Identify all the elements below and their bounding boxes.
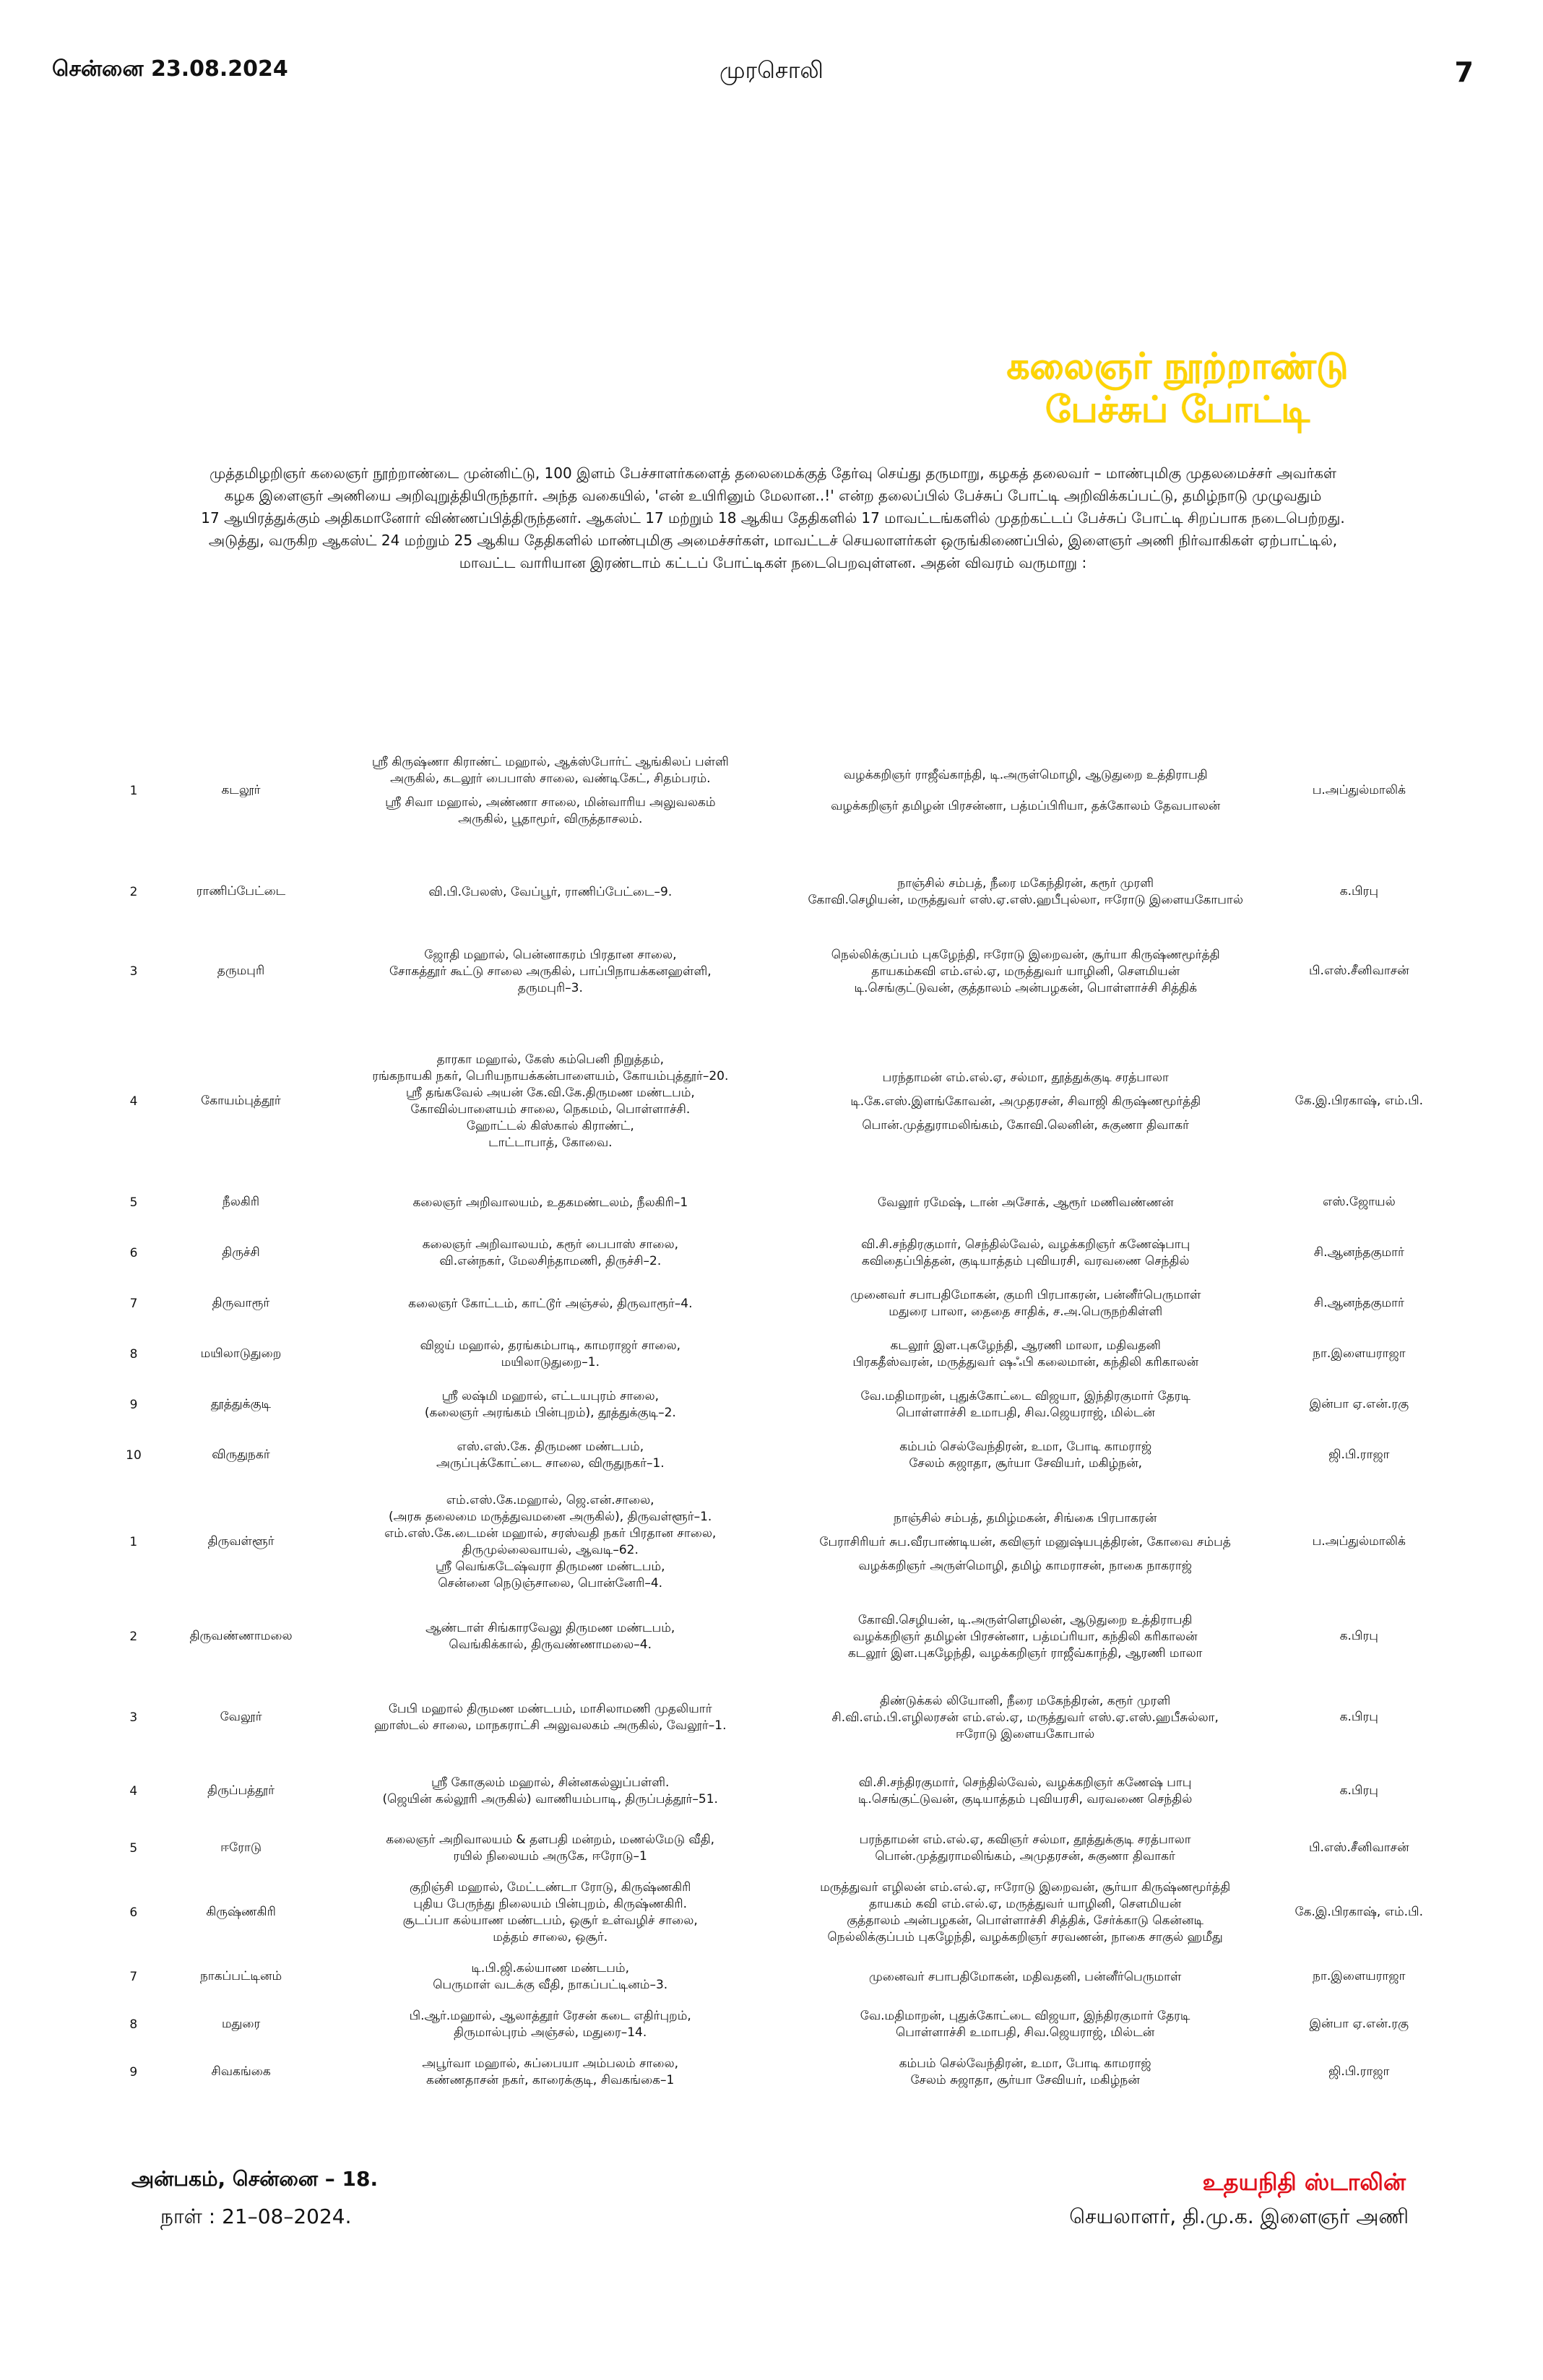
speaker-line: வழக்கறிஞர் தமிழன் பிரசன்னா, பத்மப்பிரியா, தக்கோலம் தேவபாலன் bbox=[831, 799, 1221, 813]
table-row bbox=[108, 917, 1445, 1026]
speaker-line: தாயகம்கவி எம்.எல்.ஏ, மருத்துவர் யாழினி, சௌமியன் bbox=[871, 964, 1180, 979]
district-name: வேலூர் bbox=[220, 1710, 262, 1724]
row-number: 10 bbox=[126, 1448, 142, 1463]
venue-cell bbox=[323, 1026, 778, 1177]
speaker-line: முனைவர் சபாபதிமோகன், மதிவதனி, பன்னீர்பெருமாள் bbox=[868, 1969, 1182, 1984]
table-row bbox=[108, 1758, 1445, 1825]
speaker-line: மருத்துவர் எழிலன் எம்.எல்.ஏ, ஈரோடு இறைவன், சூர்யா கிருஷ்ணமூர்த்தி bbox=[820, 1880, 1231, 1895]
venue-line: அருகில், கடலூர் பைபாஸ் சாலை, வண்டிகேட், சிதம்பரம். bbox=[390, 771, 711, 786]
speaker-line: சேலம் சுஜாதா, சூர்யா சேவியர், மகிழ்நன் bbox=[910, 2073, 1140, 2087]
speaker-line: குத்தாலம் அன்பழகன், பொள்ளாச்சி சித்திக், சேர்க்காடு கென்னடி bbox=[847, 1913, 1203, 1928]
district-name: திருவாரூர் bbox=[212, 1296, 270, 1310]
speaker-line: பரந்தாமன் எம்.எல்.ஏ, சல்மா, தூத்துக்குடி சரத்பாலா bbox=[882, 1070, 1169, 1085]
speakers-cell bbox=[778, 867, 1274, 917]
speakers-cell bbox=[777, 1596, 1274, 1677]
speaker-line: பொன்.முத்துராமலிங்கம், அமுதரசன், சுகுணா திவாகர் bbox=[875, 1849, 1175, 1864]
venue-line: (அரசு தலைமை மருத்துவமனை அருகில்), திருவள்ளூர்–1. bbox=[389, 1510, 712, 1524]
venue-line: விஜய் மஹால், தரங்கம்பாடி, காமராஜர் சாலை, bbox=[420, 1338, 681, 1353]
venue-line: பி.ஆர்.மஹால், ஆலாத்தூர் ரேசன் கடை எதிர்புறம், bbox=[409, 2009, 691, 2023]
venue-line: திருமுல்லைவாயல், ஆவடி–62. bbox=[462, 1543, 639, 1557]
speaker-line: பரந்தாமன் எம்.எல்.ஏ, கவிஞர் சல்மா, தூத்துக்குடி சரத்பாலா bbox=[859, 1832, 1191, 1847]
venue-cell bbox=[324, 1953, 777, 2001]
district-name: விருதுநகர் bbox=[212, 1448, 270, 1462]
speaker-line: வே.மதிமாறன், புதுக்கோட்டை விஜயா, இந்திரகுமார் தேரடி bbox=[860, 2009, 1190, 2023]
venue-line: எஸ்.எஸ்.கே. திருமண மண்டபம், bbox=[457, 1440, 644, 1454]
speaker-line: கம்பம் செல்வேந்திரன், உமா, போடி காமராஜ் bbox=[899, 1440, 1152, 1454]
district-name: தூத்துக்குடி bbox=[210, 1397, 272, 1411]
table-row bbox=[108, 1953, 1445, 2001]
speaker-line: நெல்லிக்குப்பம் புகழேந்தி, ஈரோடு இறைவன், சூர்யா கிருஷ்ணமூர்த்தி bbox=[831, 947, 1220, 962]
venue-line: பெருமாள் வடக்கு வீதி, நாகப்பட்டினம்–3. bbox=[433, 1978, 668, 1992]
district-name: கடலூர் bbox=[221, 783, 261, 797]
venue-line: டாட்டாபாத், கோவை. bbox=[488, 1135, 613, 1150]
district-name: திருவள்ளூர் bbox=[207, 1534, 275, 1549]
row-number: 7 bbox=[129, 1970, 138, 1984]
speaker-line: வழக்கறிஞர் அருள்மொழி, தமிழ் காமராசன், நாகை நாகராஜ் bbox=[858, 1558, 1192, 1573]
venue-cell bbox=[323, 715, 778, 867]
intro-line: அடுத்து, வருகிற ஆகஸ்ட் 24 மற்றும் 25 ஆகிய தேதிகளில் மாண்புமிகு அமைச்சர்கள், மாவட்டச் செயலாளர்கள் ஒருங்கிணைப்பில், இளைஞர் அணி நிர்வாகிகள் ஏற்பாட்டில், bbox=[208, 532, 1338, 549]
speaker-line bbox=[782, 791, 1269, 798]
district-name: திருவண்ணாமலை bbox=[189, 1629, 293, 1643]
venue-cell bbox=[323, 1278, 778, 1329]
venue-line: எம்.எஸ்.கே.டைமன் மஹால், சரஸ்வதி நகர் பிரதான சாலை, bbox=[384, 1526, 717, 1541]
coordinator-name: கே.இ.பிரகாஷ், எம்.பி. bbox=[1295, 1905, 1423, 1919]
headline-line-1: கலைஞர் நூற்றாண்டு bbox=[1006, 345, 1349, 387]
coordinator-name: சி.ஆனந்தகுமார் bbox=[1313, 1296, 1404, 1310]
speakers-cell bbox=[778, 1278, 1274, 1329]
coordinator-name: எஸ்.ஜோயல் bbox=[1322, 1195, 1396, 1209]
venue-line: (கலைஞர் அரங்கம் பின்புறம்), தூத்துக்குடி–2. bbox=[424, 1406, 676, 1420]
venue-cell bbox=[323, 867, 778, 917]
footer-place: அன்பகம், சென்னை – 18. bbox=[131, 2167, 379, 2191]
intro-line: கழக இளைஞர் அணியை அறிவுறுத்தியிருந்தார். அந்த வகையில், 'என் உயிரினும் மேலான..!' என்ற தலைப்பில் பேச்சுப் போட்டி அறிவிக்கப்பட்டு, தமிழ்நாடு முழுவதும் bbox=[224, 487, 1322, 504]
venue-line: சூடப்பா கல்யாண மண்டபம், ஒசூர் உள்வழிச் சாலை, bbox=[402, 1913, 698, 1928]
speaker-line: பேராசிரியர் சுப.வீரபாண்டியன், கவிஞர் மனுஷ்யபுத்திரன், கோவை சம்பத் bbox=[819, 1534, 1231, 1549]
row-number: 6 bbox=[129, 1246, 138, 1260]
table-row bbox=[108, 1380, 1445, 1430]
speaker-line: நாஞ்சில் சம்பத், நீரை மகேந்திரன், கரூர் முரளி bbox=[897, 876, 1154, 891]
speaker-line: கவிதைப்பித்தன், குடியாத்தம் புவியரசி, வரவணை செந்தில் bbox=[861, 1254, 1190, 1268]
venue-line: குறிஞ்சி மஹால், மேட்டண்டா ரோடு, கிருஷ்ணகிரி bbox=[409, 1880, 691, 1895]
row-number: 9 bbox=[129, 2065, 138, 2080]
district-name: திருச்சி bbox=[222, 1245, 260, 1260]
speaker-line: நெல்லிக்குப்பம் புகழேந்தி, வழக்கறிஞர் சரவணன், நாகை சாகுல் ஹமீது bbox=[827, 1930, 1223, 1944]
table-row bbox=[108, 1026, 1445, 1177]
venue-line: அபூர்வா மஹால், சுப்பையா அம்பலம் சாலை, bbox=[422, 2056, 679, 2071]
venue-line: ஆண்டாள் சிங்காரவேலு திருமண மண்டபம், bbox=[425, 1621, 675, 1635]
headline-line-2: பேச்சுப் போட்டி bbox=[1045, 389, 1310, 430]
district-name: நாகப்பட்டினம் bbox=[200, 1969, 282, 1983]
row-number: 4 bbox=[129, 1094, 138, 1109]
speaker-line: கம்பம் செல்வேந்திரன், உமா, போடி காமராஜ் bbox=[899, 2056, 1151, 2071]
speaker-line bbox=[782, 1551, 1269, 1558]
venue-line: ரங்கநாயகி நகர், பெரியநாயக்கன்பாளையம், கோயம்புத்தூர்–20. bbox=[372, 1069, 729, 1083]
speakers-cell bbox=[777, 1825, 1274, 1872]
row-number: 7 bbox=[129, 1297, 138, 1311]
speaker-line: சேலம் சுஜாதா, சூர்யா சேவியர், மகிழ்நன், bbox=[909, 1456, 1143, 1471]
speaker-line: தாயகம் கவி எம்.எல்.ஏ, மருத்துவர் யாழினி, சௌமியன் bbox=[869, 1897, 1182, 1911]
speaker-line: பொள்ளாச்சி உமாபதி, சிவ.ஜெயராஜ், மில்டன் bbox=[895, 2025, 1155, 2040]
venue-line: கண்ணதாசன் நகர், காரைக்குடி, சிவகங்கை–1 bbox=[426, 2073, 675, 2087]
speaker-line: சி.வி.எம்.பி.எழிலரசன் எம்.எல்.ஏ, மருத்துவர் எஸ்.ஏ.எஸ்.ஹபீசுல்லா, bbox=[831, 1710, 1219, 1725]
venue-line: வெங்கிக்கால், திருவண்ணாமலை–4. bbox=[449, 1637, 652, 1652]
row-number: 2 bbox=[129, 1630, 138, 1644]
speaker-line: பொள்ளாச்சி உமாபதி, சிவ.ஜெயராஜ், மில்டன் bbox=[896, 1406, 1155, 1420]
speakers-cell bbox=[777, 1488, 1274, 1596]
page-number: 7 bbox=[1454, 56, 1474, 88]
district-name: கிருஷ்ணகிரி bbox=[206, 1905, 276, 1919]
venue-cell bbox=[324, 1872, 777, 1953]
speaker-line: திண்டுக்கல் லியோனி, நீரை மகேந்திரன், கரூர் முரளி bbox=[880, 1693, 1171, 1708]
speaker-line: முனைவர் சபாபதிமோகன், குமரி பிரபாகரன், பன்னீர்பெருமாள் bbox=[850, 1288, 1201, 1302]
coordinator-name: ப.அப்துல்மாலிக் bbox=[1312, 783, 1406, 797]
speaker-line: டி.செங்குட்டுவன், குத்தாலம் அன்பழகன், பொள்ளாச்சி சித்திக் bbox=[854, 980, 1197, 995]
district-name: ராணிப்பேட்டை bbox=[196, 884, 286, 899]
coordinator-name: ஜி.பி.ராஜா bbox=[1328, 2064, 1390, 2079]
row-number: 9 bbox=[129, 1398, 138, 1412]
table-row bbox=[108, 1329, 1445, 1380]
intro-line: 17 ஆயிரத்துக்கும் அதிகமானோர் விண்ணப்பித்திருந்தனர். ஆகஸ்ட் 17 மற்றும் 18 ஆகிய தேதிகளில் 17 மாவட்டங்களில் முதற்கட்டப் பேச்சுப் போட்டி சிறப்பாக நடைபெற்றது. bbox=[201, 509, 1345, 527]
row-number: 1 bbox=[129, 1535, 138, 1549]
venue-line: கோவில்பாளையம் சாலை, நெகமம், பொள்ளாச்சி. bbox=[410, 1102, 691, 1117]
table-row bbox=[108, 1825, 1445, 1872]
speakers-cell bbox=[777, 1953, 1274, 2001]
venue-line: ஸ்ரீ லஷ்மி மஹால், எட்டயபுரம் சாலை, bbox=[441, 1389, 660, 1403]
speakers-cell bbox=[778, 1228, 1274, 1278]
venue-line: அருப்புக்கோட்டை சாலை, விருதுநகர்–1. bbox=[436, 1456, 665, 1471]
coordinator-name: க.பிரபு bbox=[1339, 1783, 1378, 1798]
table-row bbox=[108, 1596, 1445, 1677]
venue-line: கலைஞர் அறிவாலயம் & தளபதி மன்றம், மணல்மேடு வீதி, bbox=[386, 1832, 715, 1847]
table-row bbox=[108, 2048, 1445, 2096]
venue-line: வி.பி.பேலஸ், வேப்பூர், ராணிப்பேட்டை–9. bbox=[428, 884, 673, 899]
table-row bbox=[108, 1228, 1445, 1278]
table-row bbox=[108, 1430, 1445, 1481]
table-row bbox=[108, 1488, 1445, 1596]
signatory-name: உதயநிதி ஸ்டாலின் bbox=[1202, 2168, 1406, 2196]
venue-line: டி.பி.ஜி.கல்யாண மண்டபம், bbox=[471, 1961, 629, 1976]
venue-line: தருமபுரி–3. bbox=[517, 980, 583, 995]
speaker-line: ஈரோடு இளையகோபால் bbox=[955, 1726, 1095, 1741]
table-row bbox=[108, 715, 1445, 867]
row-number: 5 bbox=[129, 1195, 138, 1210]
speaker-line: கோவி.செழியன், டி.அருள்ளெழிலன், ஆடுதுறை உத்திராபதி bbox=[857, 1612, 1193, 1627]
row-number: 3 bbox=[129, 964, 138, 979]
speaker-line: மதுரை பாலா, தைதை சாதிக், ச.அ.பெருநற்கிள்ளி bbox=[889, 1304, 1163, 1319]
table-row bbox=[108, 867, 1445, 917]
venue-cell bbox=[324, 1825, 777, 1872]
venue-cell bbox=[323, 1329, 778, 1380]
schedule-table-2 bbox=[108, 1488, 1445, 2096]
venue-line: மயிலாடுதுறை–1. bbox=[501, 1355, 600, 1369]
speaker-line: பிரகதீஸ்வரன், மருத்துவர் ஷஃபி கலைமான், கந்திலி கரிகாலன் bbox=[852, 1355, 1199, 1369]
venue-cell bbox=[324, 1758, 777, 1825]
signatory-role: செயலாளர், தி.மு.க. இளைஞர் அணி bbox=[1069, 2204, 1409, 2228]
venue-line: ஸ்ரீ கோகுலம் மஹால், சின்னகல்லுப்பள்ளி. bbox=[431, 1775, 670, 1790]
district-name: கோயம்புத்தூர் bbox=[201, 1094, 281, 1108]
venue-line: சோகத்தூர் கூட்டு சாலை அருகில், பாப்பிநாயக்கனஹள்ளி, bbox=[389, 964, 712, 979]
speakers-cell bbox=[778, 917, 1274, 1026]
header-date: சென்னை 23.08.2024 bbox=[52, 56, 288, 82]
district-name: திருப்பத்தூர் bbox=[207, 1783, 275, 1798]
speakers-cell bbox=[778, 1177, 1274, 1228]
coordinator-name: இன்பா ஏ.என்.ரகு bbox=[1309, 2017, 1409, 2031]
venue-line: (ஜெயின் கல்லூரி அருகில்) வாணியம்பாடி, திருப்பத்தூர்–51. bbox=[382, 1792, 718, 1806]
table-row bbox=[108, 1872, 1445, 1953]
coordinator-name: பி.எஸ்.சீனிவாசன் bbox=[1309, 964, 1409, 978]
venue-line: ஸ்ரீ தங்கவேல் அயன் கே.வி.கே.திருமண மண்டபம், bbox=[405, 1086, 695, 1100]
district-name: சிவகங்கை bbox=[211, 2064, 271, 2079]
speaker-line: வழக்கறிஞர் தமிழன் பிரசன்னா, பத்மப்ரியா, கந்திலி கரிகாலன் bbox=[852, 1629, 1198, 1644]
coordinator-name: இன்பா ஏ.என்.ரகு bbox=[1309, 1397, 1409, 1411]
speakers-cell bbox=[778, 1329, 1274, 1380]
venue-line: புதிய பேருந்து நிலையம் பின்புறம், கிருஷ்ணகிரி. bbox=[413, 1897, 688, 1911]
table-row bbox=[108, 1677, 1445, 1758]
venue-line: வி.என்நகர், மேலசிந்தாமணி, திருச்சி–2. bbox=[439, 1254, 662, 1268]
district-name: நீலகிரி bbox=[222, 1195, 260, 1209]
venue-cell bbox=[323, 917, 778, 1026]
venue-cell bbox=[324, 1596, 777, 1677]
row-number: 5 bbox=[129, 1841, 138, 1856]
coordinator-name: க.பிரபு bbox=[1339, 1710, 1378, 1724]
venue-line: ஹாஸ்டல் சாலை, மாநகராட்சி அலுவலகம் அருகில், வேலூர்–1. bbox=[373, 1718, 727, 1733]
coordinator-name: சி.ஆனந்தகுமார் bbox=[1313, 1245, 1404, 1260]
table-row bbox=[108, 1177, 1445, 1228]
row-number: 2 bbox=[129, 885, 138, 899]
speakers-cell bbox=[778, 1430, 1274, 1481]
district-name: மயிலாடுதுறை bbox=[200, 1346, 282, 1361]
venue-cell bbox=[323, 1177, 778, 1228]
speakers-cell bbox=[777, 1677, 1274, 1758]
row-number: 8 bbox=[129, 1347, 138, 1362]
venue-line: ரயில் நிலையம் அருகே, ஈரோடு–1 bbox=[453, 1849, 647, 1864]
venue-cell bbox=[323, 1380, 778, 1430]
venue-line: மத்தம் சாலை, ஒசூர். bbox=[493, 1930, 608, 1944]
speaker-line: வே.மதிமாறன், புதுக்கோட்டை விஜயா, இந்திரகுமார் தேரடி bbox=[860, 1389, 1191, 1403]
speakers-cell bbox=[777, 2001, 1274, 2048]
row-number: 8 bbox=[129, 2017, 138, 2032]
coordinator-name: க.பிரபு bbox=[1339, 884, 1378, 899]
venue-line: ஸ்ரீ கிருஷ்ணா கிராண்ட் மஹால், ஆக்ஸ்போர்ட் ஆங்கிலப் பள்ளி bbox=[371, 755, 729, 769]
row-number: 1 bbox=[129, 784, 138, 798]
speaker-line: பொன்.முத்துராமலிங்கம், கோவி.லெனின், சுகுணா திவாகர் bbox=[862, 1117, 1190, 1133]
coordinator-name: ப.அப்துல்மாலிக் bbox=[1312, 1534, 1406, 1549]
venue-line: அருகில், பூதாமூர், விருத்தாசலம். bbox=[458, 812, 643, 826]
venue-cell bbox=[324, 1488, 777, 1596]
venue-line bbox=[327, 787, 774, 795]
row-number: 3 bbox=[129, 1710, 138, 1725]
schedule-table-1 bbox=[108, 715, 1445, 1481]
coordinator-name: க.பிரபு bbox=[1339, 1629, 1378, 1643]
coordinator-name: கே.இ.பிரகாஷ், எம்.பி. bbox=[1295, 1094, 1424, 1108]
speaker-line: வழக்கறிஞர் ராஜீவ்காந்தி, டி.அருள்மொழி, ஆடுதுறை உத்திராபதி bbox=[843, 768, 1208, 782]
venue-line: பேபி மஹால் திருமண மண்டபம், மாசிலாமணி முதலியார் bbox=[388, 1702, 712, 1716]
venue-cell bbox=[324, 2001, 777, 2048]
speaker-line bbox=[782, 1086, 1269, 1094]
venue-line: கலைஞர் கோட்டம், காட்டூர் அஞ்சல், திருவாரூர்–4. bbox=[408, 1296, 693, 1311]
venue-line: ஸ்ரீ சிவா மஹால், அண்ணா சாலை, மின்வாரிய அலுவலகம் bbox=[385, 795, 716, 810]
venue-line: சென்னை நெடுஞ்சாலை, பொன்னேரி–4. bbox=[438, 1576, 663, 1591]
speaker-line: கடலூர் இள.புகழேந்தி, வழக்கறிஞர் ராஜீவ்காந்தி, ஆரணி மாலா bbox=[847, 1645, 1203, 1661]
speaker-line: வேலூர் ரமேஷ், டான் அசோக், ஆரூர் மணிவண்ணன் bbox=[877, 1195, 1174, 1210]
newspaper-name: முரசொலி bbox=[719, 56, 824, 84]
speaker-line bbox=[782, 1527, 1269, 1534]
coordinator-name: நா.இளையராஜா bbox=[1313, 1969, 1406, 1983]
table-row bbox=[108, 1278, 1445, 1329]
speaker-line: கடலூர் இள.புகழேந்தி, ஆரணி மாலா, மதிவதனி bbox=[890, 1338, 1161, 1353]
coordinator-name: நா.இளையராஜா bbox=[1313, 1346, 1406, 1361]
venue-cell bbox=[324, 2048, 777, 2096]
speaker-line bbox=[782, 1110, 1269, 1117]
speaker-line: டி.செங்குட்டுவன், குடியாத்தம் புவியரசி, வரவணை செந்தில் bbox=[857, 1792, 1193, 1806]
speakers-cell bbox=[777, 2048, 1274, 2096]
district-name: ஈரோடு bbox=[220, 1840, 262, 1855]
speakers-cell bbox=[778, 1026, 1274, 1177]
coordinator-name: பி.எஸ்.சீனிவாசன் bbox=[1308, 1840, 1409, 1855]
venue-line: திருமால்புரம் அஞ்சல், மதுரை–14. bbox=[454, 2025, 647, 2040]
venue-line: எம்.எஸ்.கே.மஹால், ஜெ.என்.சாலை, bbox=[446, 1493, 654, 1507]
venue-cell bbox=[324, 1677, 777, 1758]
speaker-line: வி.சி.சந்திரகுமார், செந்தில்வேல், வழக்கறிஞர் கணேஷ் பாபு bbox=[858, 1775, 1192, 1790]
venue-line: தாரகா மஹால், கேஸ் கம்பெனி நிறுத்தம், bbox=[436, 1052, 665, 1067]
row-number: 4 bbox=[129, 1784, 138, 1799]
row-number: 6 bbox=[129, 1905, 138, 1920]
speaker-line: கோவி.செழியன், மருத்துவர் எஸ்.ஏ.எஸ்.ஹபீபுல்லா, ஈரோடு இளையகோபால் bbox=[808, 893, 1243, 907]
speakers-cell bbox=[778, 715, 1274, 867]
venue-cell bbox=[323, 1228, 778, 1278]
venue-cell bbox=[323, 1430, 778, 1481]
district-name: தருமபுரி bbox=[217, 964, 265, 978]
coordinator-name: ஜி.பி.ராஜா bbox=[1328, 1448, 1390, 1462]
venue-line: கலைஞர் அறிவாலயம், உதகமண்டலம், நீலகிரி–1 bbox=[412, 1195, 688, 1210]
speakers-cell bbox=[777, 1872, 1274, 1953]
district-name: மதுரை bbox=[221, 2017, 261, 2031]
speakers-cell bbox=[777, 1758, 1274, 1825]
venue-line: ஹோட்டல் கிஸ்கால் கிராண்ட், bbox=[466, 1119, 634, 1133]
venue-line: கலைஞர் அறிவாலயம், கரூர் பைபாஸ் சாலை, bbox=[422, 1237, 679, 1252]
speakers-cell bbox=[778, 1380, 1274, 1430]
speaker-line: டி.கே.எஸ்.இளங்கோவன், அமுதரசன், சிவாஜி கிருஷ்ணமூர்த்தி bbox=[850, 1094, 1201, 1109]
intro-paragraph bbox=[123, 462, 1423, 574]
speaker-line bbox=[782, 784, 1269, 791]
table-row bbox=[108, 2001, 1445, 2048]
speaker-line: வி.சி.சந்திரகுமார், செந்தில்வேல், வழக்கறிஞர் கணேஷ்பாபு bbox=[861, 1237, 1190, 1252]
venue-line: ஜோதி மஹால், பென்னாகரம் பிரதான சாலை, bbox=[424, 947, 677, 962]
footer-date: நாள் : 21–08–2024. bbox=[160, 2204, 352, 2228]
speaker-line: நாஞ்சில் சம்பத், தமிழ்மகன், சிங்கை பிரபாகரன் bbox=[893, 1510, 1157, 1526]
intro-line: முத்தமிழறிஞர் கலைஞர் நூற்றாண்டை முன்னிட்டு, 100 இளம் பேச்சாளர்களைத் தலைமைக்குத் தேர்வு செய்து தருமாறு, கழகத் தலைவர் – மாண்புமிகு முதலமைச்சர் அவர்கள் bbox=[209, 464, 1336, 482]
venue-line: ஸ்ரீ வெங்கடேஷ்வரா திருமண மண்டபம், bbox=[435, 1559, 665, 1574]
intro-line: மாவட்ட வாரியான இரண்டாம் கட்டப் போட்டிகள் நடைபெறவுள்ளன. அதன் விவரம் வருமாறு : bbox=[459, 554, 1087, 571]
